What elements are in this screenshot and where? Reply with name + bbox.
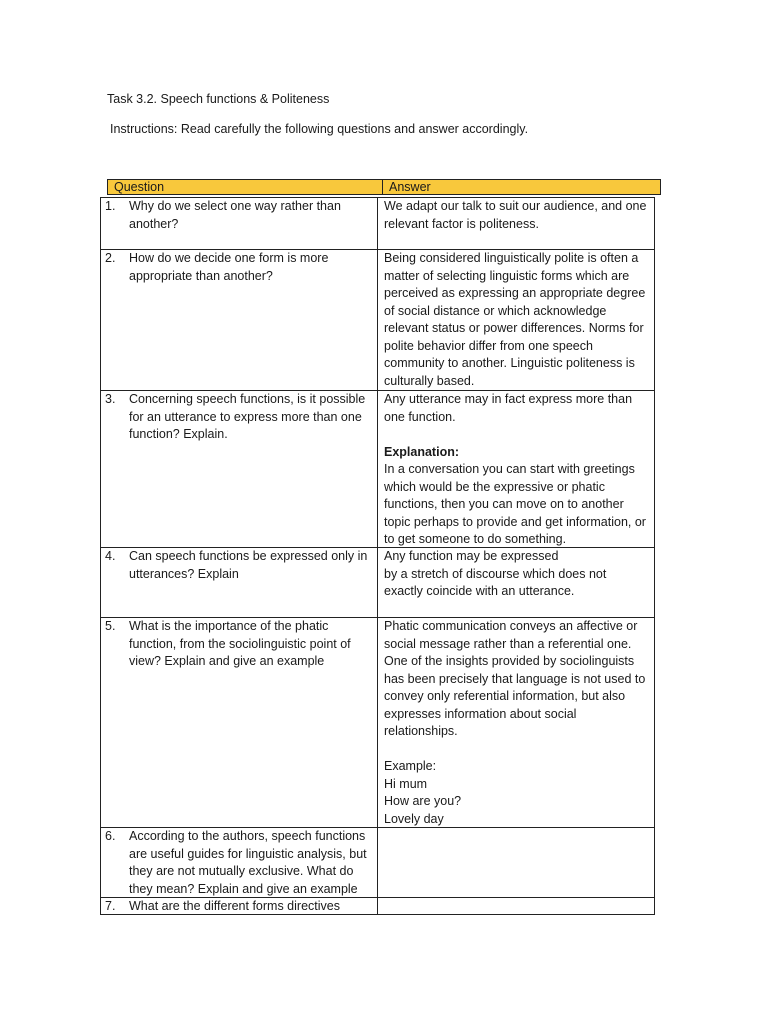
answer-text: Any function may be expressed [384, 549, 559, 563]
question-cell [101, 898, 378, 914]
answer-text: We adapt our talk to suit our audience, and one relevant factor is politeness. [384, 199, 647, 231]
question-text: Concerning speech functions, is it possible for an utterance to express more than one function? Explain. [129, 392, 366, 441]
answer-cell [378, 250, 654, 390]
question-text: According to the authors, speech functions are useful guides for linguistic analysis, but they are not mutually exclusive. What do they mean? Explain and give an example [129, 829, 367, 896]
question-number: 6. [105, 829, 116, 843]
table-row [100, 547, 655, 617]
explanation-label: Explanation: [384, 444, 460, 459]
question-text: Can speech functions be expressed only in utterances? Explain [129, 549, 368, 581]
question-number: 1. [105, 199, 116, 213]
instructions-text: Instructions: Read carefully the following questions and answer accordingly. [110, 122, 529, 136]
question-number: 2. [105, 251, 116, 265]
question-cell [101, 250, 378, 390]
answer-cell [378, 618, 654, 827]
answer-cell [378, 391, 654, 547]
question-text: How do we decide one form is more appropriate than another? [129, 251, 329, 283]
header-question: Question [107, 179, 383, 195]
question-cell [101, 548, 378, 617]
answer-cell [378, 198, 654, 249]
question-cell [101, 391, 378, 547]
question-text: Why do we select one way rather than another? [129, 199, 341, 231]
answer-text: Phatic communication conveys an affective or social message rather than a referential one. One of the insights provided by sociolinguists has been precisely that language is not used to convey only referential information, but also expresses information about social relationships. [384, 619, 646, 738]
example-line: How are you? [384, 794, 462, 808]
question-number: 4. [105, 549, 116, 563]
question-number: 7. [105, 899, 116, 913]
document-title: Task 3.2. Speech functions & Politeness [107, 92, 330, 106]
answer-text: Any utterance may in fact express more than one function. [384, 392, 633, 424]
question-text: What is the importance of the phatic function, from the sociolinguistic point of view? Explain and give an example [129, 619, 351, 668]
table-row [100, 249, 655, 390]
example-label: Example: [384, 759, 437, 773]
qa-table [100, 197, 655, 915]
question-number: 5. [105, 619, 116, 633]
answer-cell [378, 828, 654, 897]
table-row [100, 617, 655, 827]
question-cell [101, 198, 378, 249]
example-line: Lovely day [384, 811, 444, 826]
answer-text: Being considered linguistically polite is often a matter of selecting linguistic forms which are perceived as expressing an appropriate degree of social distance or which acknowledge relevant status or power differences. Norms for polite behavior differ from one speech community to another. Linguistic politeness is culturally based. [384, 251, 646, 388]
question-text: What are the different forms directives [129, 899, 340, 913]
answer-text: by a stretch of discourse which does not exactly coincide with an utterance. [384, 566, 607, 598]
question-number: 3. [105, 392, 116, 406]
example-line: Hi mum [384, 776, 428, 791]
answer-text: In a conversation you can start with greetings which would be the expressive or phatic functions, then you can move on to another topic perhaps to provide and get information, or to get someone to do something. [384, 462, 646, 546]
table-row [100, 897, 655, 915]
table-row [100, 827, 655, 897]
answer-cell [378, 548, 654, 617]
header-answer: Answer [383, 179, 661, 195]
table-row [100, 390, 655, 547]
table-row [100, 197, 655, 249]
question-cell [101, 828, 378, 897]
answer-cell [378, 898, 654, 914]
question-cell [101, 618, 378, 827]
